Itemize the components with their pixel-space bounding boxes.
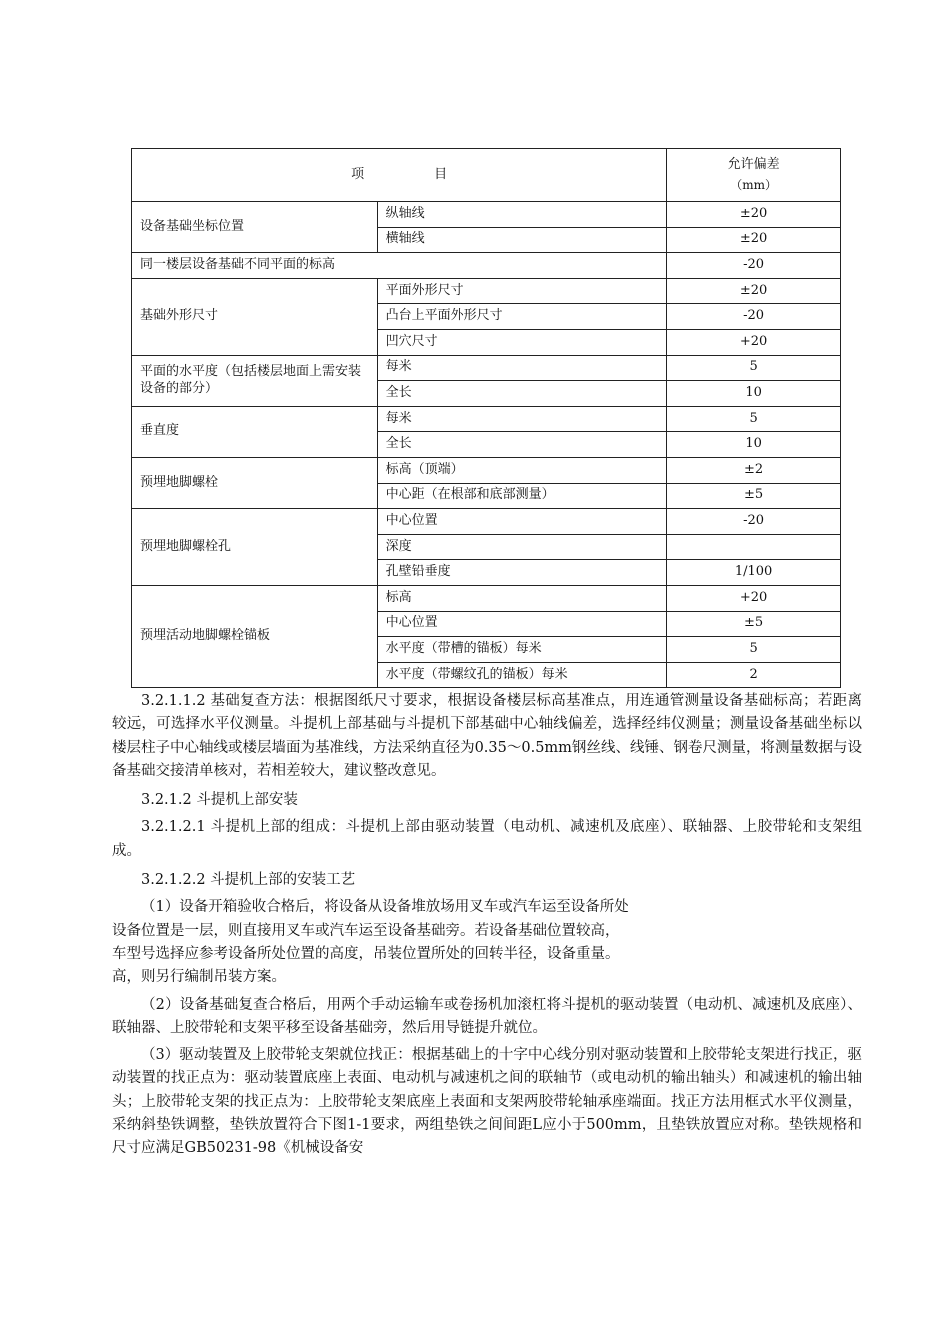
tolerance-value: ±20 [667, 202, 841, 228]
group-label: 设备基础坐标位置 [132, 202, 378, 253]
paragraph-foundation-check: 3.2.1.1.2 基础复查方法：根据图纸尺寸要求，根据设备楼层标高基准点，用连通管测量设备基础标高；若距离较远，可选择水平仪测量。斗提机上部基础与斗提机下部基础中心轴线偏差，选择经纬仪测量；测量设备基础坐标以楼层柱子中心轴线或楼层墙面为基准线，方法采纳直径为0.35～0.5mm钢丝线、线锤、钢卷尺测量，将测量数据与设备基础交接清单核对，若相差较大，建议整改意见。 [112, 693, 862, 779]
sub-item: 凹穴尺寸 [377, 329, 667, 355]
paragraph-step-1-line: 高，则另行编制吊装方案。 [112, 969, 286, 986]
sub-item: 中心位置 [377, 611, 667, 637]
group-label: 预埋地脚螺栓孔 [132, 509, 378, 586]
group-label: 垂直度 [132, 406, 378, 457]
tolerance-value: ±20 [667, 227, 841, 253]
sub-item: 横轴线 [377, 227, 667, 253]
tolerance-value: -20 [667, 304, 841, 330]
table-row [132, 253, 841, 279]
tolerance-value: -20 [667, 509, 841, 535]
tolerance-table [131, 148, 841, 688]
section-heading: 3.2.1.2 斗提机上部安装 [141, 792, 298, 809]
paragraph-step-2: （2）设备基础复查合格后，用两个手动运输车或卷扬机加滚杠将斗提机的驱动装置（电动机、减速机及底座）、联轴器、上胶带轮和支架平移至设备基础旁，然后用导链提升就位。 [112, 996, 862, 1036]
header-tolerance [667, 149, 841, 202]
table-row [132, 509, 841, 535]
tolerance-value: 5 [667, 355, 841, 381]
tolerance-value: 2 [667, 662, 841, 688]
paragraph-composition: 3.2.1.2.1 斗提机上部的组成：斗提机上部由驱动装置（电动机、减速机及底座）、联轴器、上胶带轮和支架组成。 [112, 819, 862, 859]
tolerance-value: 10 [667, 381, 841, 407]
tolerance-value: 5 [667, 406, 841, 432]
sub-item: 标高 [377, 585, 667, 611]
tolerance-value: ±5 [667, 611, 841, 637]
sub-item: 每米 [377, 355, 667, 381]
tolerance-value: +20 [667, 329, 841, 355]
sub-item: 孔壁铅垂度 [377, 560, 667, 586]
table-row [132, 355, 841, 381]
group-label: 基础外形尺寸 [132, 278, 378, 355]
paragraph-step-1-line: （1）设备开箱验收合格后，将设备从设备堆放场用叉车或汽车运至设备所处 [141, 899, 629, 916]
sub-item: 全长 [377, 432, 667, 458]
header-item [132, 149, 667, 202]
sub-item: 标高（顶端） [377, 457, 667, 483]
section-heading: 3.2.1.2.2 斗提机上部的安装工艺 [141, 872, 356, 889]
tolerance-value: 10 [667, 432, 841, 458]
sub-item: 中心距（在根部和底部测量） [377, 483, 667, 509]
tolerance-value: -20 [667, 253, 841, 279]
tolerance-value: 5 [667, 637, 841, 663]
sub-item: 水平度（带螺纹孔的锚板）每米 [377, 662, 667, 688]
header-item-char: 项 [351, 166, 365, 182]
table-header-row [132, 149, 841, 202]
table-row [132, 406, 841, 432]
paragraph-step-1-line: 设备位置是一层，则直接用叉车或汽车运至设备基础旁。若设备基础位置较高， [112, 922, 620, 939]
sub-item: 水平度（带槽的锚板）每米 [377, 637, 667, 663]
header-tolerance-label: 允许偏差 [727, 156, 780, 172]
paragraph-step-3: （3）驱动装置及上胶带轮支架就位找正：根据基础上的十字中心线分别对驱动装置和上胶带轮支架进行找正，驱动装置的找正点为：驱动装置底座上表面、电动机与减速机之间的联轴节（或电动机的输出轴头）和减速机的输出轴头；上胶带轮支架的找正点为：上胶带轮支架底座上表面和支架两胶带轮轴承座端面。找正方法用框式水平仪测量，采纳斜垫铁调整，垫铁放置符合下图1-1要求，两组垫铁之间间距L应小于500mm，且垫铁放置应对称。垫铁规格和尺寸应满足GB50231-98《机械设备安 [112, 1047, 862, 1157]
tolerance-value: ±20 [667, 278, 841, 304]
table-row [132, 202, 841, 228]
sub-item: 每米 [377, 406, 667, 432]
paragraph-step-1-line: 车型号选择应参考设备所处位置的高度，吊装位置所处的回转半径，设备重量。 [112, 945, 620, 962]
sub-item: 凸台上平面外形尺寸 [377, 304, 667, 330]
header-item-char: 目 [434, 166, 448, 182]
group-label: 预埋地脚螺栓 [132, 457, 378, 508]
tolerance-value: 1/100 [667, 560, 841, 586]
tolerance-value: +20 [667, 585, 841, 611]
tolerance-value [667, 534, 841, 560]
tolerance-value: ±5 [667, 483, 841, 509]
table-row [132, 278, 841, 304]
sub-item: 平面外形尺寸 [377, 278, 667, 304]
sub-item: 纵轴线 [377, 202, 667, 228]
group-label: 预埋活动地脚螺栓锚板 [132, 585, 378, 687]
table-row [132, 585, 841, 611]
header-unit: （mm） [730, 177, 777, 192]
table-row [132, 457, 841, 483]
group-label: 平面的水平度（包括楼层地面上需安装设备的部分） [132, 355, 378, 406]
group-label: 同一楼层设备基础不同平面的标高 [132, 253, 667, 279]
sub-item: 深度 [377, 534, 667, 560]
sub-item: 中心位置 [377, 509, 667, 535]
tolerance-value: ±2 [667, 457, 841, 483]
sub-item: 全长 [377, 381, 667, 407]
body-text [112, 690, 862, 1161]
